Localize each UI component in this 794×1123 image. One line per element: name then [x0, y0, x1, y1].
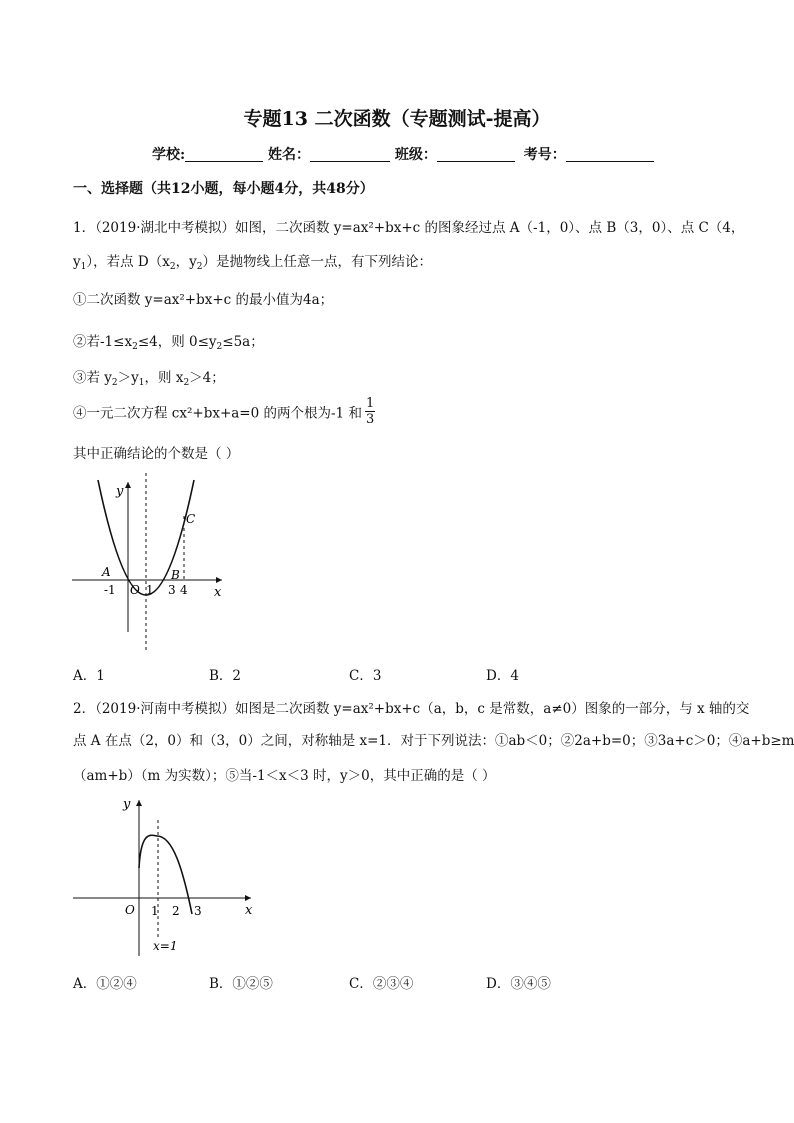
q1-y-label: y — [116, 484, 124, 499]
q2-option-a[interactable]: A．①②④ — [73, 976, 137, 992]
q2-x-label: x — [245, 903, 253, 918]
q2-axis-equation-label: x=1 — [153, 939, 178, 953]
fraction-one-third: $\frac{1}{3}$ — [365, 396, 375, 427]
school-blank[interactable] — [185, 147, 263, 162]
q1-point-c-label: C — [186, 512, 196, 526]
section-heading: 一、选择题（共12小题，每小题4分，共48分） — [73, 181, 374, 197]
name-blank[interactable] — [310, 147, 390, 162]
q1-point-b-label: B — [171, 568, 180, 582]
q1-conclusion-1: ①二次函数 y=ax²+bx+c 的最小值为4a； — [73, 292, 334, 308]
class-label: 班级： — [394, 147, 437, 163]
q1-x-label: x — [214, 585, 222, 600]
q1-tick-1: 1 — [146, 583, 154, 597]
student-info-row — [152, 144, 654, 164]
q2-y-label: y — [123, 797, 131, 812]
q1-stem-line2: $y_1$），若点 $D(x_2$，$y_2$）是抛物线上任意一点，有下列结论： — [73, 254, 432, 272]
q2-stem-line1: 2．（2019·河南中考模拟）如图是二次函数 y=ax²+bx+c（a，b，c 是常数，a≠0）图象的一部分，与 x 轴的交 — [73, 701, 750, 717]
q2-option-b[interactable]: B．①②⑤ — [209, 976, 273, 992]
page-title: 专题13 二次函数（专题测试-提高） — [243, 108, 551, 130]
q1-conclusion-4: ④一元二次方程 cx²+bx+a=0 的两个根为-1 和 $\frac{1}{3}$ — [73, 396, 375, 427]
q1-tick-4: 4 — [180, 583, 188, 597]
q1-tick-neg1: -1 — [104, 583, 116, 597]
q2-option-c[interactable]: C．②③④ — [349, 976, 414, 992]
class-blank[interactable] — [437, 147, 515, 162]
q2-origin-label: O — [125, 903, 135, 917]
name-label: 姓名： — [268, 147, 311, 163]
q1-point-a-label: A — [102, 565, 111, 579]
q2-parabola-curve — [139, 835, 192, 914]
q1-stem-line1: 1．（2019·湖北中考模拟）如图，二次函数 y=ax²+bx+c 的图象经过点 A（-1，0）、点 B（3，0）、点 C（4， — [73, 220, 745, 236]
q1-tick-3: 3 — [168, 583, 176, 597]
q1-conclusion-3: ③若 $y_2>y_1$，则 $x_2>4$； — [73, 370, 225, 388]
q1-option-a[interactable]: A．1 — [73, 668, 105, 684]
q2-parabola-graph — [65, 790, 265, 965]
q1-parabola-graph — [60, 470, 240, 655]
q1-option-c[interactable]: C．3 — [349, 668, 382, 684]
q1-origin-label: O — [130, 583, 140, 597]
q1-option-d[interactable]: D．4 — [486, 668, 519, 684]
school-label: 学校: — [152, 147, 186, 163]
q2-tick-2: 2 — [172, 904, 180, 918]
number-label: 考号： — [523, 147, 566, 163]
q2-option-d[interactable]: D．③④⑤ — [486, 976, 551, 992]
q2-tick-1: 1 — [151, 904, 159, 918]
q2-stem-line2: 点 A 在点（2，0）和（3，0）之间，对称轴是 x=1．对于下列说法：①ab＜0；②2a+b=0；③3a+c＞0；④a+b≥m — [73, 733, 794, 749]
q1-question: 其中正确结论的个数是（ ） — [73, 446, 240, 462]
q2-stem-line3: （am+b）（m 为实数）；⑤当-1＜x＜3 时，y＞0，其中正确的是（ ） — [73, 768, 496, 784]
q2-tick-3: 3 — [194, 904, 202, 918]
number-blank[interactable] — [566, 147, 654, 162]
q1-option-b[interactable]: B．2 — [209, 668, 242, 684]
q1-conclusion-2: ②若$-1\le x_2\le 4$，则 $0\le y_2\le 5a$； — [73, 334, 264, 352]
